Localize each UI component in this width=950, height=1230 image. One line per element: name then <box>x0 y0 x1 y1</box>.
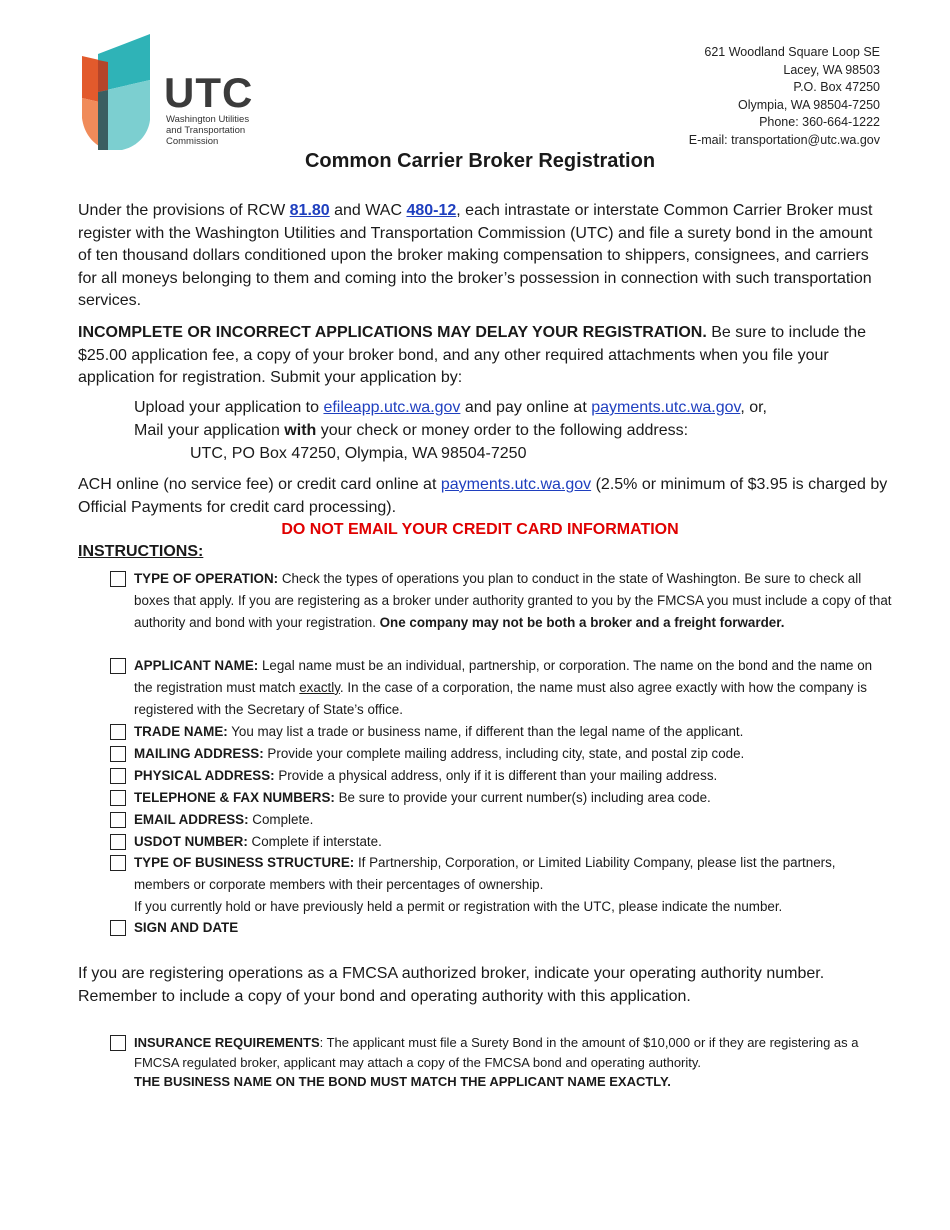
item-label: MAILING ADDRESS: <box>134 746 264 761</box>
item-trade-name <box>134 721 894 743</box>
item-text: Provide your complete mailing address, including city, state, and postal zip code. <box>263 746 745 761</box>
item-telephone-fax <box>134 787 894 809</box>
logo-subtitle-line: Commission <box>166 136 219 147</box>
warning-paragraph <box>78 322 888 390</box>
upload-line <box>134 397 767 420</box>
address-line: Lacey, WA 98503 <box>783 62 880 77</box>
utc-logo-icon <box>78 34 154 150</box>
item-label: TRADE NAME: <box>134 724 228 739</box>
item-sign-and-date <box>134 917 894 939</box>
warning-bold: INCOMPLETE OR INCORRECT APPLICATIONS MAY DELAY YOUR REGISTRATION. <box>78 324 707 341</box>
item-text: Provide a physical address, only if it is different than your mailing address. <box>274 768 718 783</box>
address-line: P.O. Box 47250 <box>793 80 880 94</box>
mail-bold: with <box>284 422 317 439</box>
rcw-link[interactable]: 81.80 <box>289 202 330 219</box>
checkbox-sign-and-date[interactable] <box>110 920 126 936</box>
item-email-address <box>134 809 894 831</box>
item-physical-address <box>134 765 894 787</box>
ach-text: (2.5% or minimum of $3.95 is charged by Official Payments for credit card processing). <box>78 476 888 516</box>
item-applicant-name <box>134 655 894 720</box>
checkbox-applicant-name[interactable] <box>110 658 126 674</box>
credit-card-warning: DO NOT EMAIL YOUR CREDIT CARD INFORMATION <box>281 521 679 538</box>
item-underlined: exactly <box>299 679 340 695</box>
item-usdot-number <box>134 831 894 853</box>
item-label: TYPE OF BUSINESS STRUCTURE: <box>134 855 355 870</box>
ach-text: ACH online (no service fee) or credit card online at <box>78 476 441 493</box>
item-text: Legal name must be an individual, partnership, or corporation. The name on the bond and the name on the registration must match <box>134 658 873 695</box>
item-text: . In the case of a corporation, the name must also agree exactly with how the company is registered with the Secretary of State’s office. <box>134 679 867 717</box>
address-block <box>689 44 880 149</box>
item-text: Complete if interstate. <box>247 834 382 849</box>
warning-text: Be sure to include the $25.00 application fee, a copy of your broker bond, and any other required attachments when you file your application for registration. Submit your application by: <box>78 324 867 386</box>
item-business-structure <box>134 852 894 917</box>
intro-text: , each intrastate or interstate Common Carrier Broker must register with the Washington Utilities and Transportation Commission (UTC) and file a surety bond in the amount of ten thousand dollars conditioned upon the broker making compensation to shippers, consignees, and carriers for all moneys belonging to them and coming into the broker’s possession in connection with such transportation services. <box>78 202 873 309</box>
item-label: INSURANCE REQUIREMENTS <box>134 1035 320 1050</box>
item-label: TYPE OF OPERATION: <box>134 571 279 586</box>
item-text: : The applicant must file a Surety Bond in the amount of $10,000 or if they are registering as a FMCSA regulated broker, applicant may attach a copy of the FMCSA bond and operating authority. <box>134 1035 859 1070</box>
mail-text: Mail your application <box>134 422 285 439</box>
logo-wordmark: UTC <box>164 69 254 116</box>
email-line: E-mail: transportation@utc.wa.gov <box>688 132 880 147</box>
page-title: Common Carrier Broker Registration <box>304 150 656 172</box>
mail-line <box>134 420 688 443</box>
fmcsa-note: If you are registering operations as a FMCSA authorized broker, indicate your operating authority number. Remember to include a copy of your bond and operating authority with this application. <box>78 965 825 1005</box>
checkbox-business-structure[interactable] <box>110 855 126 871</box>
payments-link[interactable]: payments.utc.wa.gov <box>591 399 741 416</box>
ach-paragraph <box>78 474 888 519</box>
checkbox-mailing-address[interactable] <box>110 746 126 762</box>
item-label: EMAIL ADDRESS: <box>134 812 249 827</box>
mail-address: UTC, PO Box 47250, Olympia, WA 98504-7250 <box>190 445 527 462</box>
item-text: Complete. <box>248 812 314 827</box>
ach-payments-link[interactable]: payments.utc.wa.gov <box>440 476 592 493</box>
checkbox-insurance-requirements[interactable] <box>110 1035 126 1051</box>
efile-link[interactable]: efileapp.utc.wa.gov <box>323 399 461 416</box>
item-bold-note: One company may not be both a broker and a freight forwarder. <box>379 614 785 630</box>
upload-text: Upload your application to <box>134 399 324 416</box>
item-label: SIGN AND DATE <box>134 920 239 935</box>
checkbox-usdot-number[interactable] <box>110 834 126 850</box>
item-text: If Partnership, Corporation, or Limited Liability Company, please list the partners, members or corporate members with their percentages of ownership. <box>134 855 836 892</box>
upload-text: , or, <box>740 399 767 416</box>
logo-subtitle-line: Washington Utilities <box>166 114 250 125</box>
address-line: Olympia, WA 98504-7250 <box>738 97 880 112</box>
checkbox-physical-address[interactable] <box>110 768 126 784</box>
item-text: Check the types of operations you plan to conduct in the state of Washington. Be sure to check all boxes that apply. If you are registering as a broker under authority granted to you by the FMCSA you must include a copy of that authority and bond with your registration. <box>134 571 892 630</box>
item-type-of-operation <box>134 568 894 633</box>
address-line: 621 Woodland Square Loop SE <box>704 45 880 59</box>
item-text: You may list a trade or business name, if different than the legal name of the applicant. <box>227 724 744 739</box>
item-text: Be sure to provide your current number(s) including area code. <box>334 790 711 805</box>
wac-link[interactable]: 480-12 <box>406 202 457 219</box>
intro-paragraph <box>78 200 888 313</box>
checkbox-telephone-fax[interactable] <box>110 790 126 806</box>
logo-subtitle <box>166 114 249 147</box>
insurance-bold-line: THE BUSINESS NAME ON THE BOND MUST MATCH THE APPLICANT NAME EXACTLY. <box>134 1074 671 1089</box>
item-label: APPLICANT NAME: <box>134 658 259 673</box>
item-label: TELEPHONE & FAX NUMBERS: <box>134 790 335 805</box>
mail-text: your check or money order to the following address: <box>316 422 689 439</box>
item-insurance-requirements <box>134 1033 894 1092</box>
instructions-heading: INSTRUCTIONS: <box>78 543 204 560</box>
item-mailing-address <box>134 743 894 765</box>
intro-text: and WAC <box>329 202 407 219</box>
logo-subtitle-line: and Transportation <box>166 125 246 136</box>
checkbox-type-of-operation[interactable] <box>110 571 126 587</box>
intro-text: Under the provisions of RCW <box>78 202 290 219</box>
checkbox-trade-name[interactable] <box>110 724 126 740</box>
item-label: PHYSICAL ADDRESS: <box>134 768 275 783</box>
phone-line: Phone: 360-664-1222 <box>759 115 880 129</box>
checkbox-email-address[interactable] <box>110 812 126 828</box>
item-extra-text: If you currently hold or have previously held a permit or registration with the UTC, please indicate the number. <box>134 898 783 914</box>
item-label: USDOT NUMBER: <box>134 834 248 849</box>
upload-text: and pay online at <box>460 399 592 416</box>
